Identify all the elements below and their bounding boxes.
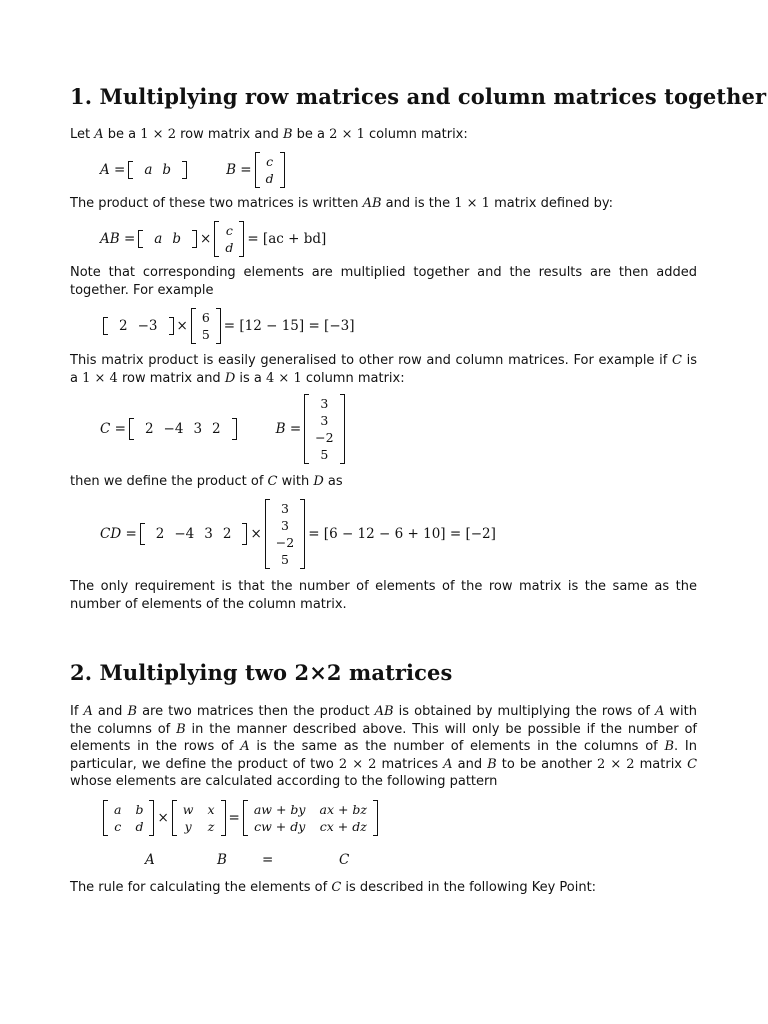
column-matrix: c d [214, 221, 244, 257]
then-paragraph: then we define the product of C with D as [70, 474, 343, 489]
section-1-number: 1. [70, 84, 93, 109]
matrix-c-2x2: aw + by ax + bz cw + dy cx + dz [243, 800, 378, 836]
section-2-number: 2. [70, 660, 93, 685]
example-column-matrix: 6 5 [191, 308, 221, 344]
column-matrix-b: c d [255, 152, 285, 188]
row-matrix-c: 2 −4 3 2 [129, 418, 237, 440]
column-matrix-d: 3 3 −2 5 [304, 394, 344, 464]
matrix-b-2x2: w x y z [172, 800, 226, 836]
matrix-a-2x2: a b c d [103, 800, 154, 836]
section-1-title: Multiplying row matrices and column matrices together [99, 84, 767, 109]
equation-c-d-definition: C = 2 −4 3 2 B = 3 3 −2 5 [100, 392, 348, 466]
requirement-paragraph: The only requirement is that the number of elements of the row matrix is the same as the number of elements of the column matrix. [70, 579, 697, 612]
product-paragraph: The product of these two matrices is written AB and is the 1 × 1 matrix defined by: [70, 196, 614, 211]
row-matrix: 2 −4 3 2 [140, 523, 248, 545]
label-a: A [145, 852, 155, 868]
row-matrix-a: a b [128, 161, 187, 179]
equation-cd-product: CD = 2 −4 3 2 × 3 3 −2 5 = [6 − 12 − 6 + 10] = [−2] [100, 501, 496, 567]
intro-paragraph: Let A be a 1 × 2 row matrix and B be a 2 × 1 column matrix: [70, 127, 468, 142]
section-2-heading [70, 660, 452, 685]
equation-2x2-pattern: a b c d × w x y z = aw + by ax + bz cw + dy cx + dz [100, 798, 381, 838]
equation-numeric-example: 2 −3 × 6 5 = [12 − 15] = [−3] [100, 306, 354, 346]
section-1-heading [70, 84, 766, 109]
section-2-paragraph: If A and B are two matrices then the product AB is obtained by multiplying the rows of A with the columns of B in the manner described above. This will only be possible if the number of elements in the rows of A is the same as the number of elements in the columns of B. In particular, we define the product of two 2 × 2 matrices A and B to be another 2 × 2 matrix C whose elements are calculated according to the following pattern [70, 704, 698, 789]
rule-paragraph: The rule for calculating the elements of C is described in the following Key Point: [70, 880, 597, 895]
column-matrix: 3 3 −2 5 [265, 499, 305, 569]
label-c: C [339, 852, 350, 868]
equation-ab-product: AB = a b × c d = [ac + bd] [100, 223, 327, 255]
example-row-matrix: 2 −3 [103, 317, 174, 335]
generalised-paragraph: This matrix product is easily generalised to other row and column matrices. For example if C is a 1 × 4 row matrix and D is a 4 × 1 column matrix: [70, 353, 697, 386]
note-paragraph: Note that corresponding elements are multiplied together and the results are then added together. For example [70, 265, 697, 298]
label-equals: = [262, 852, 274, 868]
eq-b-lhs: B = [226, 162, 252, 178]
equation-a-b-definition [100, 150, 288, 190]
label-b: B [217, 852, 227, 868]
row-matrix: a b [138, 230, 197, 248]
section-2-title: Multiplying two 2×2 matrices [99, 660, 453, 685]
eq-a-lhs: A = [100, 162, 126, 178]
